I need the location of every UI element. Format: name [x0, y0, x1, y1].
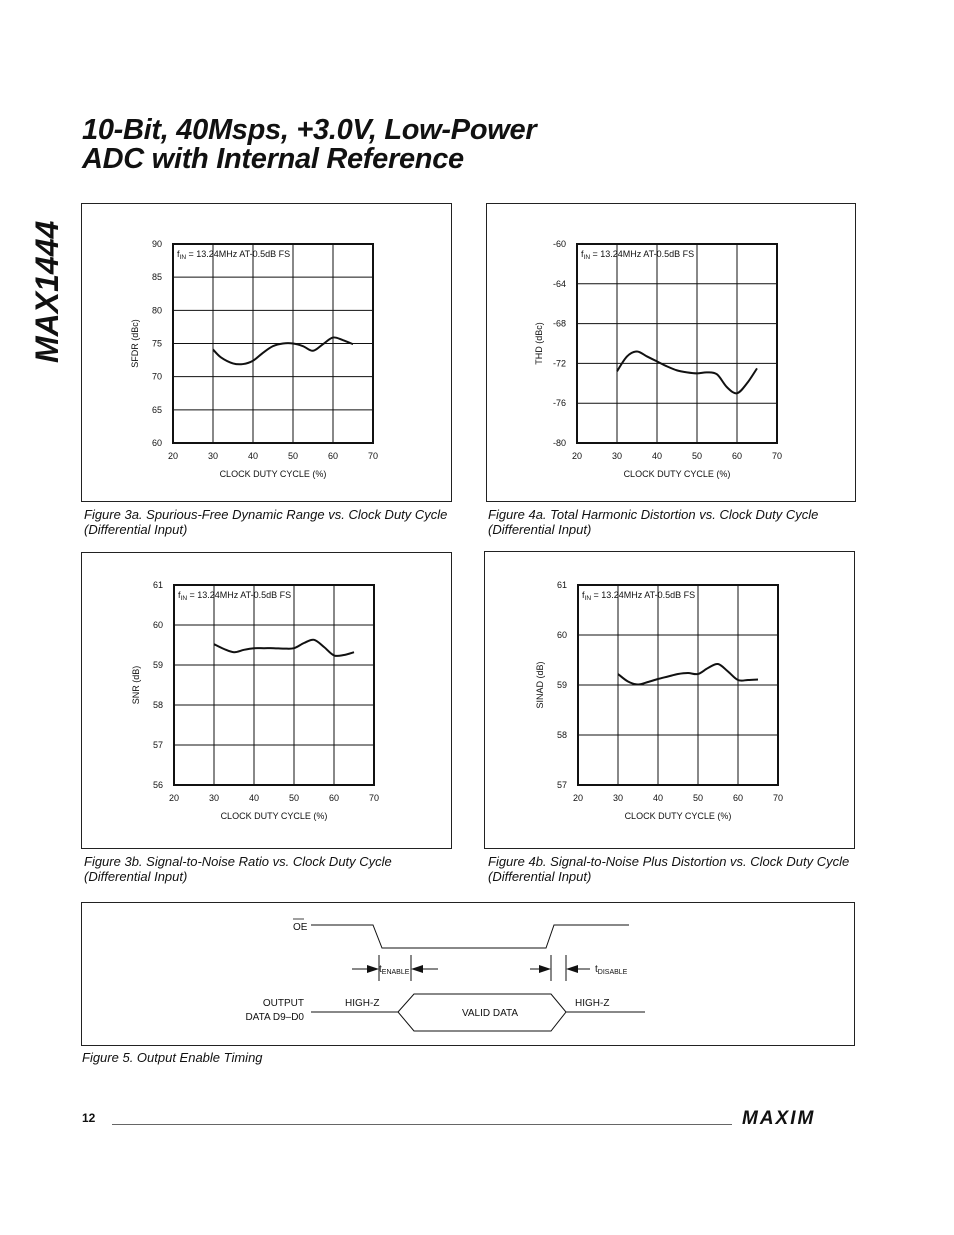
side-title-text: MAX1444 [29, 220, 65, 363]
y-tick-label: 56 [152, 780, 163, 790]
y-tick-label: 65 [151, 404, 162, 415]
x-tick-label: 20 [168, 793, 180, 803]
y-tick-label: 85 [151, 272, 162, 283]
x-tick-label: 30 [208, 793, 220, 803]
x-tick-label: 70 [368, 793, 380, 803]
high-z-right-label: HIGH-Z [575, 998, 610, 1009]
y-tick-label: 60 [152, 620, 163, 630]
output-label-line-2: DATA D9–D0 [245, 1012, 304, 1023]
y-axis-label: SINAD (dB) [535, 661, 545, 709]
plot-frame [174, 585, 374, 785]
x-tick-label: 60 [731, 451, 743, 461]
x-tick-label: 30 [612, 793, 624, 803]
condition-annotation: $f_{IN} = 13.24MHz$ AT-0.5dB FS [581, 249, 695, 261]
caption-line-2: (Differential Input) [84, 869, 188, 884]
y-tick-label: 57 [152, 740, 163, 750]
side-title [6, 205, 66, 365]
valid-data-label: VALID DATA [461, 1008, 519, 1019]
y-tick-label: -76 [552, 398, 566, 409]
x-tick-label: 20 [571, 451, 583, 461]
y-tick-label: 61 [556, 580, 567, 590]
x-tick-label: 40 [651, 451, 663, 461]
x-tick-label: 50 [287, 451, 299, 461]
figure-4b-caption [488, 854, 868, 884]
footer-rule [112, 1124, 732, 1125]
y-tick-label: 59 [556, 680, 567, 690]
x-axis-label: CLOCK DUTY CYCLE (%) [219, 469, 327, 479]
y-tick-label: -72 [552, 358, 566, 369]
t-enable-label: $t_{ENABLE}$ [379, 964, 410, 976]
y-tick-label: 80 [151, 305, 162, 316]
page-number: 12 [82, 1111, 96, 1125]
figure-4a-panel [486, 203, 856, 502]
x-tick-label: 50 [691, 451, 703, 461]
oe-waveform [311, 925, 629, 948]
disable-arrow-right [566, 965, 578, 973]
x-tick-label: 60 [732, 793, 744, 803]
disable-arrow-left [539, 965, 551, 973]
caption-line-1: Figure 4b. Signal-to-Noise Plus Distortion vs. Clock Duty Cycle [488, 854, 850, 869]
caption-line-2: (Differential Input) [84, 522, 188, 537]
x-tick-label: 60 [328, 793, 340, 803]
series-line [213, 337, 353, 364]
maxim-logo [740, 1107, 852, 1132]
condition-annotation: $f_{IN} = 13.24MHz$ AT-0.5dB FS [582, 590, 696, 602]
y-axis-label: THD (dBc) [534, 322, 544, 365]
y-tick-label: 60 [151, 438, 162, 448]
series-line [214, 640, 354, 656]
x-axis-label: CLOCK DUTY CYCLE (%) [623, 469, 731, 479]
y-tick-label: 58 [152, 700, 163, 710]
caption-line-2: (Differential Input) [488, 869, 592, 884]
y-axis-label: SNR (dB) [131, 665, 141, 705]
y-tick-label: -68 [552, 318, 566, 329]
figure-4a-caption [488, 507, 868, 537]
y-tick-label: 60 [556, 630, 567, 640]
enable-arrow-left [367, 965, 379, 973]
oe-label: OE [293, 922, 308, 933]
x-tick-label: 20 [167, 451, 179, 461]
y-tick-label: 75 [151, 338, 162, 349]
y-axis-label: SFDR (dBc) [130, 319, 140, 368]
y-tick-label: 70 [151, 371, 162, 382]
figure-5-caption: Figure 5. Output Enable Timing [82, 1050, 263, 1065]
figure-3b-panel [81, 552, 452, 849]
figure-3a-caption [84, 507, 464, 537]
x-tick-label: 70 [772, 793, 784, 803]
condition-annotation: $f_{IN} = 13.24MHz$ AT-0.5dB FS [177, 249, 291, 261]
x-tick-label: 30 [611, 451, 623, 461]
x-tick-label: 60 [327, 451, 339, 461]
x-axis-label: CLOCK DUTY CYCLE (%) [220, 811, 328, 821]
x-tick-label: 40 [247, 451, 259, 461]
figure-5-panel [81, 902, 855, 1046]
x-tick-label: 70 [367, 451, 379, 461]
caption-line-2: (Differential Input) [488, 522, 592, 537]
enable-arrow-right [411, 965, 423, 973]
title-line-2: ADC with Internal Reference [82, 143, 464, 175]
timing-diagram [82, 903, 854, 1045]
title-line-1: 10-Bit, 40Msps, +3.0V, Low-Power [82, 114, 537, 146]
x-tick-label: 50 [692, 793, 704, 803]
x-axis-label: CLOCK DUTY CYCLE (%) [624, 811, 732, 821]
plot-frame [577, 244, 777, 443]
maxim-logo-text: MAXIM [742, 1108, 816, 1127]
figure-3a-chart [82, 204, 451, 501]
caption-line-1: Figure 3a. Spurious-Free Dynamic Range vs. Clock Duty Cycle [84, 507, 448, 522]
y-tick-label: -80 [552, 438, 566, 448]
x-tick-label: 70 [771, 451, 783, 461]
y-tick-label: 90 [151, 239, 162, 249]
caption-line-1: Figure 4a. Total Harmonic Distortion vs. Clock Duty Cycle [488, 507, 819, 522]
y-tick-label: -64 [552, 278, 566, 289]
x-tick-label: 40 [652, 793, 664, 803]
figure-4a-chart [487, 204, 855, 501]
x-tick-label: 40 [248, 793, 260, 803]
series-line [618, 664, 758, 685]
x-tick-label: 30 [207, 451, 219, 461]
y-tick-label: 61 [152, 580, 163, 590]
page-title [82, 116, 536, 174]
series-line [617, 351, 757, 393]
figure-3a-panel [81, 203, 452, 502]
t-disable-label: $t_{DISABLE}$ [595, 964, 628, 976]
y-tick-label: 59 [152, 660, 163, 670]
y-tick-label: 57 [556, 780, 567, 790]
x-tick-label: 20 [572, 793, 584, 803]
caption-line-1: Figure 3b. Signal-to-Noise Ratio vs. Clock Duty Cycle [84, 854, 392, 869]
figure-4b-chart [485, 552, 854, 848]
high-z-left-label: HIGH-Z [345, 998, 380, 1009]
y-tick-label: -60 [552, 239, 566, 249]
x-tick-label: 50 [288, 793, 300, 803]
y-tick-label: 58 [556, 730, 567, 740]
figure-4b-panel [484, 551, 855, 849]
figure-3b-chart [82, 553, 451, 848]
condition-annotation: $f_{IN} = 13.24MHz$ AT-0.5dB FS [178, 590, 292, 602]
output-label-line-1: OUTPUT [262, 998, 304, 1009]
figure-3b-caption [84, 854, 464, 884]
